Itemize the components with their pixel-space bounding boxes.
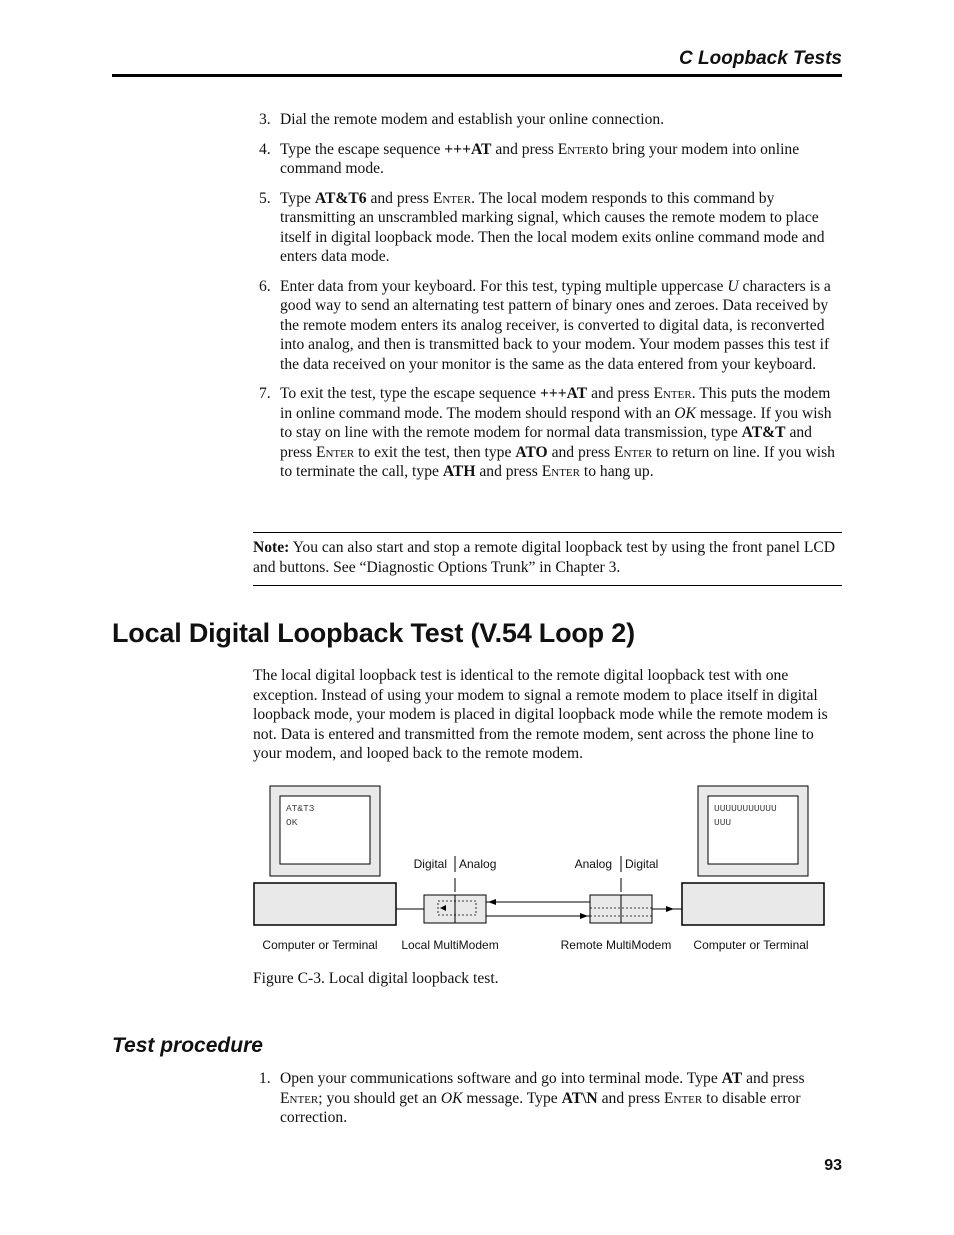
subsection-title: Test procedure	[112, 1034, 263, 1057]
remote-digital-label: Digital	[625, 857, 659, 871]
list-item-text: and press	[280, 424, 812, 461]
list-item-text: to disable error correction.	[280, 1089, 801, 1126]
list-item-text: ATO	[515, 443, 548, 461]
list-item-text: and press	[742, 1070, 805, 1087]
list-item-number: 7.	[259, 385, 271, 402]
list-item-text: Enter	[557, 140, 596, 158]
list-item	[254, 1069, 844, 1128]
list-item-text: AT	[721, 1070, 743, 1087]
right-screen-line-2: UUU	[714, 817, 732, 828]
list-item-text: and press	[491, 140, 558, 158]
section-paragraph: The local digital loopback test is identical to the remote digital loopback test with one exception. Instead of using your modem to signal a remote modem to place itself in digital loopback mode, your modem is placed in digital loopback mode while the remote modem is not. Data is entered and transmitted from the remote modem, sent across the phone line to your modem, and looped back to the remote modem.	[253, 667, 828, 762]
right-computer	[682, 883, 824, 925]
list-item-text: ATH	[442, 463, 476, 480]
list-item-text: U	[727, 277, 739, 295]
right-screen-line-1: UUUUUUUUUUU	[714, 803, 777, 814]
figure-caption: Figure C-3. Local digital loopback test.	[253, 970, 499, 987]
list-item-text: characters is a good way to send an alternating test pattern of binary ones and zeroes. Data received by the remote modem enters its analog receiver, is converted to digital data, is reconverted into analog, and then is transmitted back to your modem. Your modem passes this test if the data received on your monitor is the same as the data entered from your keyboard.	[280, 277, 831, 373]
list-item-number: 5.	[259, 189, 271, 207]
list-item-text: AT&T	[741, 424, 786, 441]
list-item-text: Enter data from your keyboard. For this test, typing multiple uppercase	[280, 277, 728, 295]
list-item-text: Dial the remote modem and establish your online connection.	[280, 111, 665, 128]
list-item-text: to bring your modem into online command mode.	[280, 140, 800, 177]
label-local-modem: Local MultiModem	[401, 938, 499, 952]
list-item-text: message. Type	[462, 1089, 562, 1107]
note-label: Note:	[253, 539, 290, 556]
list-item-text: To exit the test, type the escape sequence	[280, 385, 540, 402]
left-screen-line-2: OK	[286, 817, 298, 828]
list-item-text: Enter	[663, 1089, 703, 1107]
list-item	[254, 189, 844, 267]
list-item-text: and press	[475, 463, 542, 480]
list-item	[254, 384, 844, 482]
local-analog-label: Analog	[459, 857, 497, 871]
list-item-text: Type	[280, 189, 315, 207]
list-item-text: and press	[547, 443, 614, 461]
list-item-text: Enter	[315, 443, 355, 461]
list-item-text: AT&T6	[314, 189, 367, 207]
list-item-text: Enter	[613, 443, 653, 461]
list-item-text: +++AT	[540, 385, 588, 402]
list-item-text: OK	[674, 404, 696, 422]
list-item-text: to return on line. If you wish to terminate the call, type	[280, 443, 835, 480]
list-item-text: Enter	[280, 1089, 319, 1107]
list-item-text: to hang up.	[579, 463, 654, 480]
list-item-text: OK	[440, 1089, 463, 1107]
list-item-number: 6.	[259, 277, 271, 295]
left-computer	[254, 883, 396, 925]
running-header: C Loopback Tests	[679, 48, 842, 69]
label-computer-left: Computer or Terminal	[262, 938, 378, 952]
list-item-text: Type the escape sequence	[280, 140, 445, 158]
list-item-text: Enter	[653, 385, 692, 402]
note-text: You can also start and stop a remote digital loopback test by using the front panel LCD and buttons. See “Diagnostic Options Trunk” in Chapter 3.	[253, 539, 836, 576]
list-item-text: . This puts the modem in online command mode. The modem should respond with an	[280, 385, 831, 422]
list-item-text: and press	[366, 189, 433, 207]
list-item	[254, 277, 844, 375]
list-item-number: 4.	[259, 140, 271, 158]
list-item-text: Enter	[541, 463, 580, 480]
list-item-text: message. If you wish to stay on line with the remote modem for normal data transmission, type	[280, 404, 832, 441]
page-number: 93	[824, 1157, 842, 1174]
list-item-number: 3.	[259, 111, 271, 128]
list-item-text: . The local modem responds to this command by transmitting an unscrambled marking signal, which causes the remote modem to place itself in digital loopback mode. Then the local modem exits online command mode and enters data mode.	[280, 189, 825, 265]
loopback-diagram	[250, 780, 840, 960]
list-item-text: +++AT	[444, 140, 492, 158]
section-title: Local Digital Loopback Test (V.54 Loop 2)	[112, 618, 635, 648]
steps-list-top	[254, 110, 844, 492]
local-digital-label: Digital	[413, 857, 447, 871]
list-item-text: and press	[597, 1089, 664, 1107]
list-item-text: and press	[587, 385, 654, 402]
header-rule	[112, 74, 842, 77]
label-remote-modem: Remote MultiModem	[560, 938, 672, 952]
list-item	[254, 110, 844, 130]
note-box	[253, 532, 842, 586]
list-item-text: ; you should get an	[318, 1089, 441, 1107]
label-computer-right: Computer or Terminal	[693, 938, 809, 952]
list-item-text: AT\N	[561, 1089, 598, 1107]
list-item-text: to exit the test, then type	[354, 443, 516, 461]
list-item-number: 1.	[259, 1070, 271, 1087]
remote-analog-label: Analog	[574, 857, 612, 871]
left-screen-line-1: AT&T3	[286, 803, 315, 814]
steps-list-bottom	[254, 1069, 844, 1138]
list-item-text: Enter	[432, 189, 472, 207]
list-item-text: Open your communications software and go into terminal mode. Type	[280, 1070, 722, 1087]
list-item	[254, 140, 844, 179]
